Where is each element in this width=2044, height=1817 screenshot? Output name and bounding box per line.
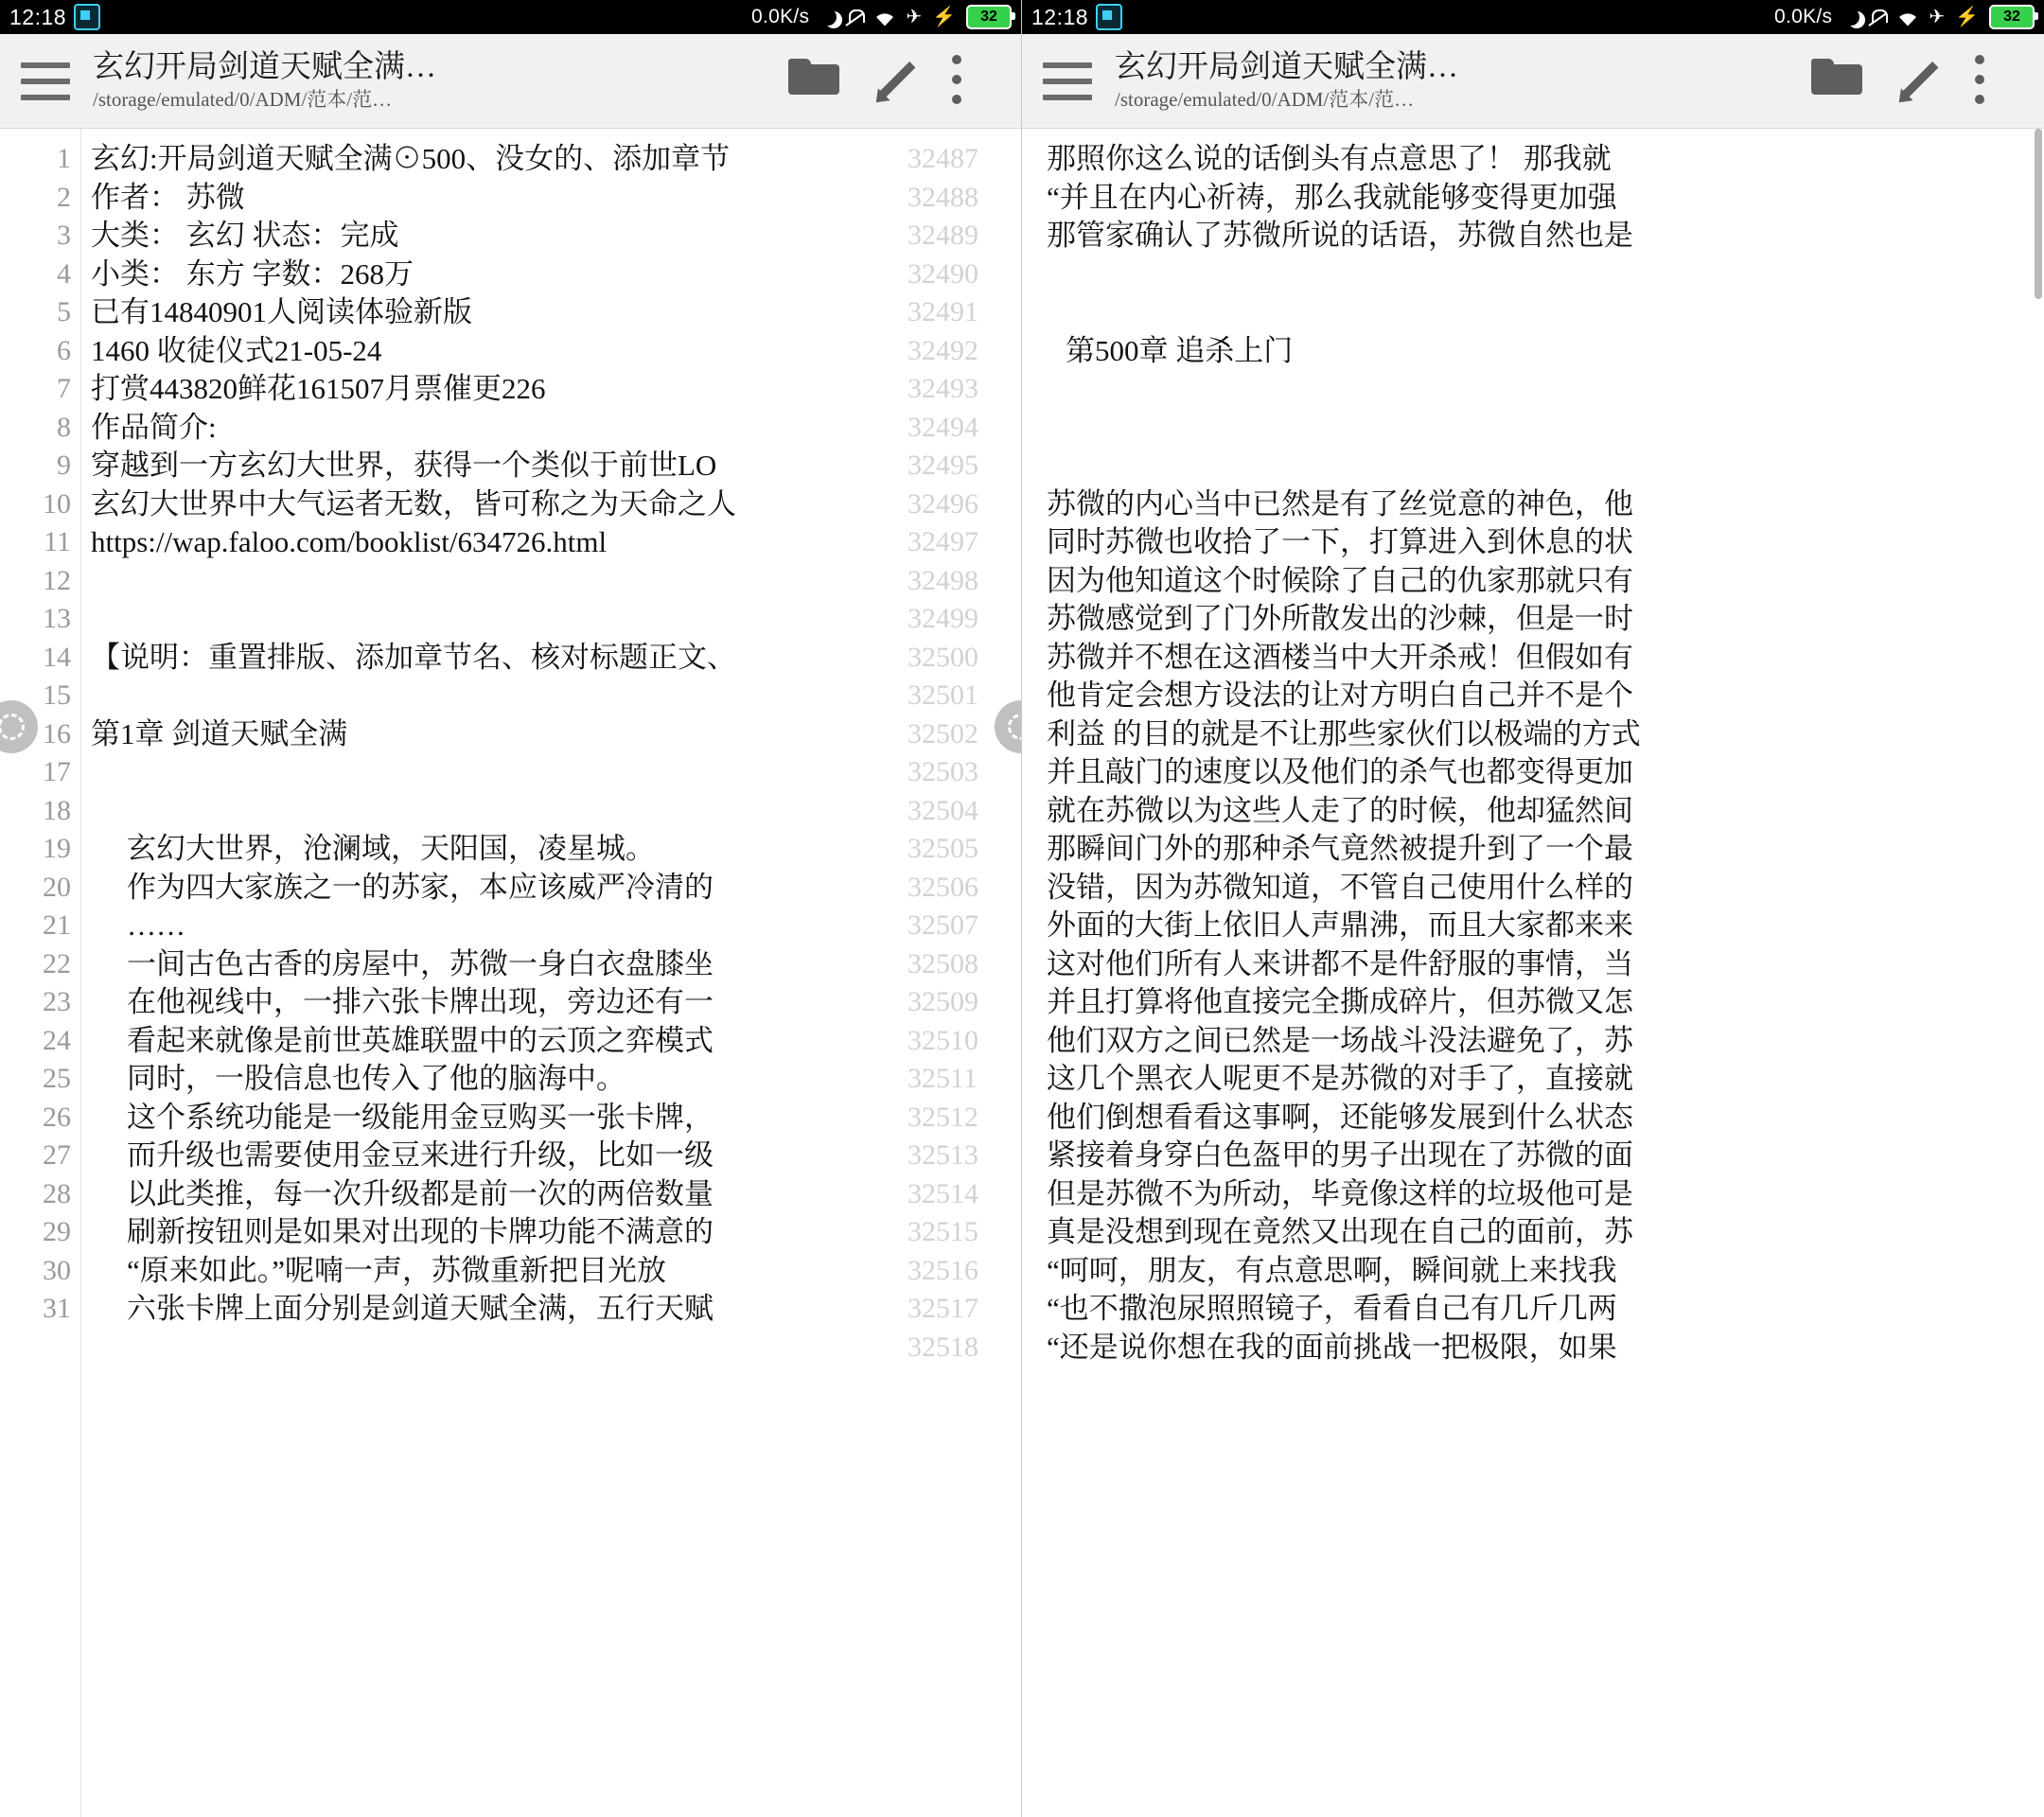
- text-line: [91, 792, 1021, 831]
- line-number: 27: [43, 1139, 71, 1171]
- line-number: 32510: [907, 1024, 978, 1056]
- text-line: ……: [127, 908, 185, 942]
- line-number: 32499: [907, 603, 978, 634]
- text-line: 已有14840901人阅读体验新版: [91, 295, 472, 328]
- chapter-heading: 第500章 追杀上门: [1066, 333, 1294, 367]
- text-line: 【说明：重置排版、添加章节名、核对标题正文、: [91, 640, 736, 674]
- text-line: 就在苏微以为这些人走了的时候，他却猛然间: [1047, 793, 1633, 827]
- line-number: 32502: [907, 717, 978, 750]
- text-line: 他肯定会想方设法的让对方明白自己并不是个: [1047, 679, 1633, 712]
- line-number: 22: [43, 947, 71, 979]
- line-number: 26: [43, 1101, 71, 1133]
- text-line: 同时，一股信息也传入了他的脑海中。: [127, 1062, 626, 1095]
- line-number: 32516: [907, 1254, 978, 1286]
- line-number: 32501: [907, 679, 978, 711]
- text-line: [91, 753, 1021, 792]
- text-line: 作品简介:: [91, 410, 217, 444]
- line-number: 21: [43, 909, 71, 941]
- open-folder-button-2[interactable]: [1811, 55, 1864, 108]
- page-title-2: 玄幻开局剑道天赋全满…: [1115, 49, 1458, 84]
- text-line: 并且敲门的速度以及他们的杀气也都变得更加: [1047, 755, 1633, 788]
- wifi-icon-2: [1897, 9, 1918, 26]
- text-line: 玄幻大世界，沧澜域，天阳国，凌星城。: [127, 832, 655, 865]
- status-bar-right: [1022, 0, 2044, 34]
- text-line: 打赏443820鲜花161507月票催更226: [91, 372, 546, 405]
- text-line: [91, 600, 1021, 639]
- line-number: 31: [43, 1293, 71, 1324]
- text-line: 在他视线中，一排六张卡牌出现，旁边还有一: [127, 985, 714, 1018]
- line-number: 32505: [907, 833, 978, 864]
- line-number: 17: [43, 756, 71, 787]
- line-number: 2: [57, 181, 71, 213]
- line-number: 32517: [907, 1293, 978, 1324]
- text-line: 同时苏微也收拾了一下，打算进入到休息的状: [1047, 525, 1633, 558]
- line-number: 32507: [907, 909, 978, 941]
- line-number: 1: [57, 143, 71, 174]
- text-line: “原来如此。”呢喃一声，苏微重新把目光放: [127, 1253, 667, 1287]
- more-options-icon: [951, 55, 962, 104]
- open-folder-button[interactable]: [788, 55, 841, 108]
- more-options-button-2[interactable]: [1974, 55, 2027, 108]
- status-time-2: 12:18: [1031, 4, 1089, 29]
- toolbar-right: [1022, 34, 2044, 129]
- line-number: 32506: [907, 871, 978, 903]
- toolbar-actions-2: [1811, 55, 2027, 108]
- text-line: “也不撒泡尿照照镜子，看看自己有几斤几两: [1047, 1292, 1617, 1325]
- status-bar-left-group-2: [1031, 4, 1122, 30]
- text-line: 那瞬间门外的那种杀气竟然被提升到了一个最: [1047, 832, 1633, 865]
- line-number: 32487: [907, 143, 978, 174]
- status-time: 12:18: [9, 4, 67, 29]
- text-line: 玄幻:开局剑道天赋全满⊙500、没女的、添加章节: [91, 142, 731, 175]
- edit-button[interactable]: [870, 55, 923, 108]
- hamburger-menu-icon-2[interactable]: [1043, 62, 1092, 100]
- wifi-icon: [874, 9, 895, 26]
- line-number: 32503: [907, 756, 978, 787]
- text-line: 那管家确认了苏微所说的话语，苏微自然也是: [1047, 219, 1633, 252]
- text-line: 苏微并不想在这酒楼当中大开杀戒！但假如有: [1047, 640, 1633, 674]
- line-number: 32493: [907, 373, 978, 404]
- line-number: 12: [43, 564, 71, 596]
- file-path-subtitle: /storage/emulated/0/ADM/范本/范…: [93, 87, 393, 111]
- line-number: 32489: [907, 220, 978, 251]
- title-block-2: [1115, 50, 1796, 112]
- text-line: 以此类推，每一次升级都是前一次的两倍数量: [127, 1176, 714, 1210]
- line-number: 9: [57, 450, 71, 481]
- text-line: https://wap.faloo.com/booklist/634726.html: [91, 525, 608, 558]
- line-number: 11: [44, 526, 71, 557]
- battery-percent: 32: [980, 9, 997, 25]
- line-number: 10: [43, 487, 71, 520]
- text-content-right[interactable]: [1022, 129, 2044, 1817]
- line-number: 18: [43, 794, 71, 826]
- charging-bolt-icon: ⚡: [932, 7, 956, 27]
- line-number: 3: [57, 220, 71, 251]
- text-line: [91, 562, 1021, 601]
- text-line: 并且打算将他直接完全撕成碎片，但苏微又怎: [1047, 985, 1633, 1018]
- text-line: [1047, 409, 2044, 448]
- text-line: 作者： 苏微: [91, 180, 245, 214]
- line-number: 32495: [907, 450, 978, 481]
- status-bar-left: [0, 0, 1021, 34]
- edit-button-2[interactable]: [1893, 55, 1946, 108]
- line-number: 32504: [907, 794, 978, 826]
- app-icon-2: [1096, 4, 1122, 30]
- battery-percent-2: 32: [2003, 9, 2020, 25]
- page-title: 玄幻开局剑道天赋全满…: [93, 49, 436, 84]
- right-pane: [1022, 0, 2044, 1817]
- line-number: 32490: [907, 257, 978, 290]
- line-number: 32496: [907, 487, 978, 520]
- text-line: 大类： 玄幻 状态：完成: [91, 219, 399, 252]
- text-content-left[interactable]: [81, 129, 1021, 1817]
- line-number: 19: [43, 833, 71, 864]
- text-line: “呵呵，朋友，有点意思啊，瞬间就上来找我: [1047, 1253, 1617, 1287]
- moon-icon-2: [1842, 9, 1859, 26]
- text-line: 因为他知道这个时候除了自己的仇家那就只有: [1047, 563, 1633, 597]
- text-line: “还是说你想在我的面前挑战一把极限，如果: [1047, 1330, 1617, 1364]
- line-number: 32492: [907, 334, 978, 366]
- text-line: 作为四大家族之一的苏家，本应该威严冷清的: [127, 870, 714, 904]
- notification-mute-icon: [847, 8, 864, 26]
- text-line: 利益 的目的就是不让那些家伙们以极端的方式: [1047, 716, 1641, 750]
- toolbar-actions: [788, 55, 1004, 108]
- line-number: 32508: [907, 947, 978, 979]
- line-number: 24: [43, 1024, 71, 1056]
- line-number: 23: [43, 986, 71, 1017]
- text-line: 第1章 剑道天赋全满: [91, 716, 348, 750]
- editor-left[interactable]: [0, 129, 1021, 1817]
- line-number: 32513: [907, 1139, 978, 1171]
- notification-mute-icon-2: [1870, 8, 1887, 26]
- text-line: 这几个黑衣人呢更不是苏微的对手了，直接就: [1047, 1062, 1633, 1095]
- title-block: [93, 50, 773, 112]
- text-line: [1047, 370, 2044, 409]
- charging-bolt-icon-2: ⚡: [1955, 7, 1979, 27]
- line-number: 13: [43, 603, 71, 634]
- line-number: 20: [43, 871, 71, 903]
- line-number: 7: [57, 373, 71, 404]
- line-number: 5: [57, 296, 71, 327]
- text-line: 小类： 东方 字数：268万: [91, 256, 414, 291]
- text-line: 穿越到一方玄幻大世界，获得一个类似于前世LO: [91, 449, 717, 482]
- vertical-scrollbar-right[interactable]: [2035, 129, 2042, 1817]
- hamburger-menu-icon[interactable]: [21, 62, 70, 100]
- line-number: 14: [43, 641, 71, 673]
- text-line: 六张卡牌上面分别是剑道天赋全满，五行天赋: [127, 1292, 714, 1325]
- airplane-icon-2: ✈: [1929, 7, 1946, 27]
- line-number: 32511: [907, 1063, 978, 1094]
- battery-indicator: [966, 5, 1012, 29]
- network-speed-text-2: 0.0K/s: [1773, 6, 1833, 27]
- line-number: 29: [43, 1216, 71, 1247]
- status-bar-left-group: [9, 4, 100, 30]
- text-line: [91, 677, 1021, 715]
- more-options-button[interactable]: [951, 55, 1004, 108]
- text-line: 那照你这么说的话倒头有点意思了！ 那我就: [1047, 142, 1612, 175]
- text-line: “并且在内心祈祷，那么我就能够变得更加强: [1047, 180, 1617, 214]
- network-speed-text: 0.0K/s: [750, 6, 810, 27]
- text-line: 这个系统功能是一级能用金豆购买一张卡牌，: [127, 1100, 714, 1134]
- battery-indicator-2: [1989, 5, 2035, 29]
- text-line: 这对他们所有人来讲都不是件舒服的事情，当: [1047, 946, 1633, 980]
- line-number: 4: [57, 257, 71, 290]
- line-number: 32515: [907, 1216, 978, 1247]
- line-number: 15: [43, 679, 71, 711]
- airplane-icon: ✈: [906, 7, 923, 27]
- status-bar-right-group: [751, 5, 1012, 29]
- line-number: 32494: [907, 411, 978, 443]
- text-line: 真是没想到现在竟然又出现在自己的面前，苏: [1047, 1215, 1633, 1248]
- text-line: 但是苏微不为所动，毕竟像这样的垃圾他可是: [1047, 1176, 1633, 1210]
- text-line: 紧接着身穿白色盔甲的男子出现在了苏微的面: [1047, 1138, 1633, 1172]
- text-line: 看起来就像是前世英雄联盟中的云顶之弈模式: [127, 1023, 714, 1057]
- toolbar-left: [0, 34, 1021, 129]
- line-number: 32518: [907, 1331, 978, 1363]
- text-line: 他们倒想看看这事啊，还能够发展到什么状态: [1047, 1100, 1633, 1134]
- line-number: 6: [57, 334, 71, 366]
- file-path-subtitle-2: /storage/emulated/0/ADM/范本/范…: [1115, 87, 1415, 111]
- moon-icon: [819, 9, 837, 26]
- text-line: 而升级也需要使用金豆来进行升级，比如一级: [127, 1138, 714, 1172]
- text-line: 没错，因为苏微知道，不管自己使用什么样的: [1047, 870, 1633, 904]
- text-line: [1047, 293, 2044, 332]
- line-number: 16: [43, 717, 71, 750]
- line-number: 25: [43, 1063, 71, 1094]
- text-line: 苏微感觉到了门外所散发出的沙棘，但是一时: [1047, 602, 1633, 635]
- editor-right[interactable]: [1022, 129, 2044, 1817]
- line-number: 8: [57, 411, 71, 443]
- line-number: 32497: [907, 526, 978, 557]
- line-number: 32509: [907, 986, 978, 1017]
- line-number-gutter-left: [0, 129, 81, 1817]
- line-number: 32491: [907, 296, 978, 327]
- line-number: 32512: [907, 1101, 978, 1133]
- status-bar-right-group-2: [1774, 5, 2035, 29]
- line-number: 28: [43, 1177, 71, 1209]
- line-number: 32498: [907, 564, 978, 596]
- text-line: [1047, 447, 2044, 485]
- line-number: 32500: [907, 641, 978, 673]
- text-line: 他们双方之间已然是一场战斗没法避免了，苏: [1047, 1023, 1633, 1057]
- text-line: 苏微的内心当中已然是有了丝觉意的神色，他: [1047, 486, 1633, 520]
- text-line: 1460 收徒仪式21-05-24: [91, 333, 382, 367]
- text-line: 一间古色古香的房屋中，苏微一身白衣盘膝坐: [127, 946, 714, 980]
- line-number: 32488: [907, 181, 978, 213]
- line-number: 30: [43, 1254, 71, 1286]
- app-icon: [74, 4, 100, 30]
- more-options-icon-2: [1974, 55, 1985, 104]
- line-number: 32514: [907, 1177, 978, 1209]
- text-line: 外面的大街上依旧人声鼎沸，而且大家都来来: [1047, 908, 1633, 942]
- text-line: 刷新按钮则是如果对出现的卡牌功能不满意的: [127, 1215, 714, 1248]
- text-line: 玄幻大世界中大气运者无数，皆可称之为天命之人: [91, 486, 736, 520]
- text-line: [1047, 256, 2044, 294]
